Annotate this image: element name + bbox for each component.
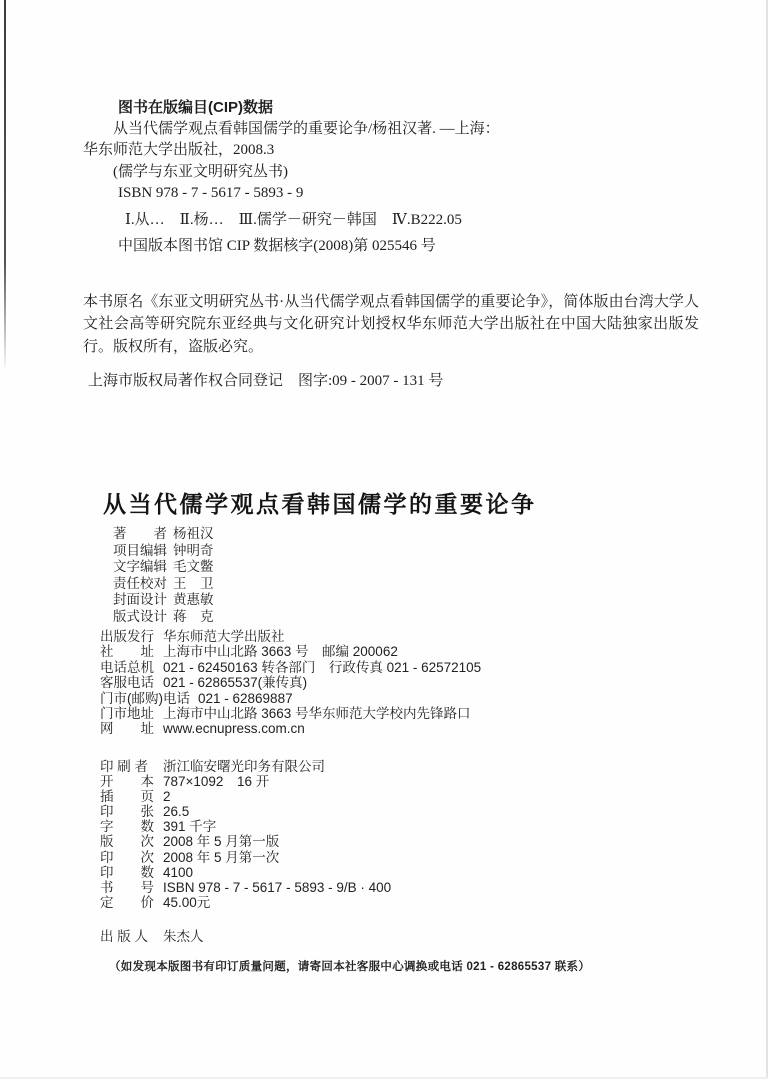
- credit-value: 毛文鳖: [173, 559, 214, 575]
- printing-value: 26.5: [163, 804, 190, 820]
- credit-value: 杨祖汉: [173, 526, 214, 541]
- printing-row: [100, 895, 391, 910]
- credit-row: [113, 559, 214, 576]
- credit-row: [113, 543, 214, 560]
- license-paragraph: 本书原名《东亚文明研究丛书·从当代儒学观点看韩国儒学的重要论争》，简体版由台湾大学人文社会高等研究院东亚经典与文化研究计划授权华东师范大学出版社在中国大陆独家出版发行。版权所有，盗版必究。: [83, 294, 699, 355]
- printing-row: [100, 759, 391, 774]
- publisher-row: [100, 706, 481, 721]
- publisher-label: 网 址: [100, 721, 154, 737]
- printing-row: [100, 834, 391, 849]
- printing-value: 2008 年 5 月第一次: [163, 849, 280, 865]
- printing-label: 版 次: [100, 834, 154, 850]
- publisher-value: 上海市中山北路 3663 号 邮编 200062: [163, 644, 398, 660]
- printing-row: [100, 865, 391, 880]
- publisher-person-label: 出 版 人: [100, 929, 149, 944]
- publisher-label: 出版发行: [100, 629, 154, 644]
- credit-row: [113, 576, 214, 593]
- credit-value: 黄惠敏: [173, 592, 214, 608]
- publisher-value: www.ecnupress.com.cn: [163, 721, 305, 737]
- printing-row: [100, 880, 391, 895]
- publisher-label: 社 址: [100, 644, 154, 660]
- publisher-label: 门市(邮购)电话: [100, 690, 190, 706]
- credit-value: 王 卫: [173, 575, 214, 591]
- credit-row: [113, 526, 214, 543]
- printing-row: [100, 819, 391, 834]
- printing-row: [100, 789, 391, 804]
- publisher-value: 上海市中山北路 3663 号华东师范大学校内先锋路口: [163, 706, 471, 722]
- cip-isbn: ISBN 978 - 7 - 5617 - 5893 - 9: [118, 185, 304, 201]
- cip-record-number: 中国版本图书馆 CIP 数据核字(2008)第 025546 号: [118, 238, 436, 254]
- printing-label: 印 次: [100, 849, 154, 865]
- credits-block: [113, 526, 214, 626]
- printing-value: 浙江临安曙光印务有限公司: [163, 759, 325, 774]
- printing-row: [100, 850, 391, 865]
- printing-value: 391 千字: [163, 819, 217, 835]
- printing-value: 2: [163, 789, 171, 805]
- credit-label: 责任校对: [113, 575, 167, 591]
- publisher-row: [100, 691, 481, 706]
- colophon-note: （如发现本版图书有印订质量问题，请寄回本社客服中心调换或电话 021 - 62865537 联系）: [109, 961, 591, 973]
- publisher-row: [100, 629, 481, 644]
- credit-label: 著 者: [113, 526, 167, 541]
- publisher-row: [100, 644, 481, 659]
- printing-label: 书 号: [100, 879, 154, 895]
- credit-label: 文字编辑: [113, 559, 167, 575]
- publisher-label: 门市地址: [100, 706, 154, 722]
- printing-value: 4100: [163, 864, 194, 880]
- cip-classification: Ⅰ.从… Ⅱ.杨… Ⅲ.儒学－研究－韩国 Ⅳ.B222.05: [125, 211, 462, 228]
- credit-label: 版式设计: [113, 608, 167, 624]
- publisher-row: [100, 675, 481, 690]
- printing-value: 787×1092 16 开: [163, 774, 270, 790]
- publisher-label: 电话总机: [100, 659, 154, 675]
- printing-label: 印 数: [100, 864, 154, 880]
- copyright-registration: 上海市版权局著作权合同登记 图字:09 - 2007 - 131 号: [88, 373, 444, 389]
- publisher-value: 021 - 62450163 转各部门 行政传真 021 - 62572105: [163, 659, 482, 675]
- cip-title-line: 从当代儒学观点看韩国儒学的重要论争/杨祖汉著. —上海：: [113, 120, 500, 137]
- cip-series-line: (儒学与东亚文明研究丛书): [113, 163, 288, 180]
- printing-label: 印 刷 者: [100, 759, 149, 774]
- publisher-label: 客服电话: [100, 675, 154, 691]
- printing-label: 定 价: [100, 894, 154, 910]
- publisher-value: 021 - 62869887: [198, 690, 293, 706]
- printing-label: 插 页: [100, 789, 154, 805]
- publisher-row: [100, 721, 481, 736]
- credit-row: [113, 609, 214, 626]
- publisher-value: 021 - 62865537(兼传真): [163, 675, 308, 691]
- credit-value: 钟明奇: [173, 542, 214, 558]
- printing-row: [100, 804, 391, 819]
- printing-row: [100, 774, 391, 789]
- credit-value: 蒋 克: [173, 608, 214, 624]
- publisher-row: [100, 660, 481, 675]
- printing-block: [100, 759, 391, 910]
- printing-label: 印 张: [100, 804, 154, 820]
- publisher-person-value: 朱杰人: [163, 929, 204, 944]
- credit-label: 封面设计: [113, 592, 167, 608]
- printing-label: 字 数: [100, 819, 154, 835]
- cip-header: 图书在版编目(CIP)数据: [118, 99, 273, 116]
- publisher-block: [100, 629, 481, 737]
- publisher-person-row: [100, 929, 204, 945]
- printing-label: 开 本: [100, 774, 154, 790]
- printing-value: 2008 年 5 月第一版: [163, 834, 280, 850]
- printing-value: ISBN 978 - 7 - 5617 - 5893 - 9/B · 400: [163, 879, 392, 895]
- cip-publisher-line: 华东师范大学出版社，2008.3: [83, 142, 275, 158]
- credit-row: [113, 592, 214, 609]
- printing-value: 45.00元: [163, 894, 211, 910]
- book-title: 从当代儒学观点看韩国儒学的重要论争: [103, 491, 537, 517]
- credit-label: 项目编辑: [113, 542, 167, 558]
- cip-block: [83, 97, 703, 258]
- publisher-value: 华东师范大学出版社: [163, 629, 285, 644]
- scan-artifact-line: [4, 0, 6, 372]
